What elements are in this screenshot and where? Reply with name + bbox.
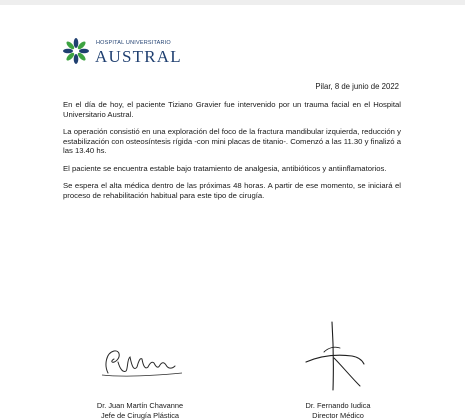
- top-rule: [0, 0, 465, 5]
- signer-left-name: Dr. Juan Martín Chavanne: [96, 401, 184, 410]
- signature-right: [304, 318, 374, 400]
- paragraph-3: El paciente se encuentra estable bajo tratamiento de analgesia, antibióticos y antiinflamatorios.: [63, 163, 387, 173]
- logo-title: AUSTRAL: [95, 47, 182, 66]
- letter-body: [63, 100, 401, 208]
- signature-left: [90, 345, 200, 381]
- signer-right-name: Dr. Fernando Iudica: [305, 401, 371, 410]
- signer-right-role: Director Médico: [312, 410, 364, 420]
- hospital-logo: [62, 37, 182, 67]
- paragraph-4: Se espera el alta médica dentro de las próximas 48 horas. A partir de ese momento, se iniciará el proceso de rehabilitación habitual para este tipo de cirugía.: [63, 181, 401, 200]
- flower-logo-icon: [62, 37, 90, 65]
- signer-left-role: Jefe de Cirugía Plástica: [100, 410, 180, 420]
- paragraph-2: La operación consistió en una exploración del foco de la fractura mandibular izquierda, reducción y estabilización con osteosíntesis rígida -con mini placas de titanio-. Comenzó a las 11.30 y finalizó a las 13.40 hs.: [63, 127, 401, 155]
- logo-subtitle: HOSPITAL UNIVERSITARIO: [96, 40, 171, 46]
- signer-left: [75, 401, 205, 420]
- signer-right: [283, 401, 393, 420]
- letter-date: Pilar, 8 de junio de 2022: [315, 82, 399, 91]
- paragraph-1: En el día de hoy, el paciente Tiziano Gravier fue intervenido por un trauma facial en el Hospital Universitario Austral.: [63, 100, 401, 119]
